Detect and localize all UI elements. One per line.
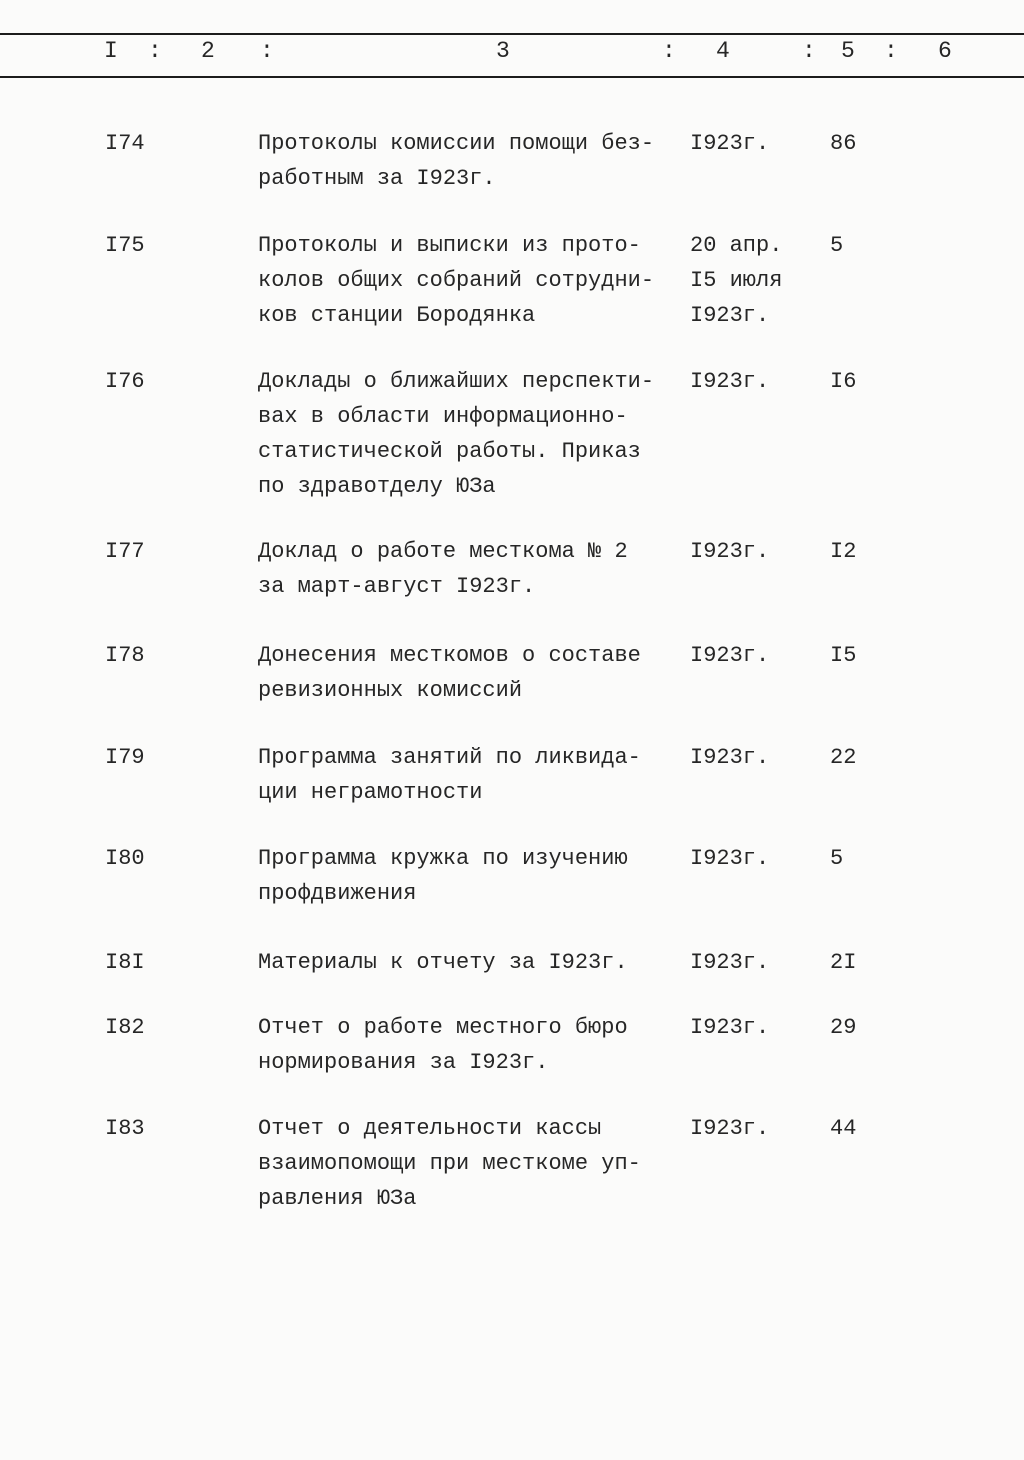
column-separator: :: [148, 38, 162, 64]
title-line: ревизионных комиссий: [258, 678, 523, 703]
date-line: I923г.: [690, 369, 770, 394]
column-separator: :: [662, 38, 676, 64]
item-title: [258, 1111, 688, 1216]
title-line: работным за I923г.: [258, 166, 496, 191]
item-date: [690, 1010, 769, 1045]
header-top-rule: [0, 33, 1024, 35]
title-line: Отчет о работе местного бюро: [258, 1015, 628, 1040]
item-title: [258, 945, 688, 980]
item-title: [258, 638, 688, 708]
column-separator: :: [260, 38, 274, 64]
title-line: профдвижения: [258, 881, 417, 906]
item-date: [690, 945, 769, 980]
item-pages: I6: [830, 369, 857, 394]
item-pages: 29: [830, 1015, 857, 1040]
item-pages: 5: [830, 233, 844, 258]
item-date: [690, 1111, 769, 1146]
item-pages: 22: [830, 745, 857, 770]
column-header-4: 4: [716, 38, 730, 64]
date-line: I923г.: [690, 131, 770, 156]
title-line: Программа кружка по изучению: [258, 846, 628, 871]
column-header-2: 2: [201, 38, 215, 64]
date-line: I923г.: [690, 1015, 770, 1040]
item-date: [690, 534, 769, 569]
item-number: I78: [105, 643, 145, 668]
title-line: взаимопомощи при месткоме уп-: [258, 1151, 641, 1176]
date-line: I923г.: [690, 846, 770, 871]
item-date: [690, 364, 769, 399]
date-line: I5 июля: [690, 268, 783, 293]
item-pages: I2: [830, 539, 857, 564]
title-line: Протоколы комиссии помощи без-: [258, 131, 655, 156]
title-line: Доклад о работе месткома № 2: [258, 539, 628, 564]
title-line: Доклады о ближайших перспекти-: [258, 369, 655, 394]
item-number: I80: [105, 846, 145, 871]
item-pages: 5: [830, 846, 844, 871]
item-number: I82: [105, 1015, 145, 1040]
item-title: [258, 228, 688, 333]
title-line: ции неграмотности: [258, 780, 483, 805]
column-header-1: I: [104, 38, 118, 64]
column-separator: :: [802, 38, 816, 64]
item-number: I75: [105, 233, 145, 258]
item-date: [690, 228, 782, 333]
item-title: [258, 534, 688, 604]
date-line: I923г.: [690, 539, 770, 564]
date-line: I923г.: [690, 1116, 770, 1141]
item-date: [690, 740, 769, 775]
item-pages: 2I: [830, 950, 857, 975]
date-line: I923г.: [690, 950, 770, 975]
date-line: I923г.: [690, 303, 770, 328]
title-line: Донесения месткомов о составе: [258, 643, 641, 668]
item-date: [690, 126, 769, 161]
item-date: [690, 841, 769, 876]
title-line: нормирования за I923г.: [258, 1050, 549, 1075]
header-bottom-rule: [0, 76, 1024, 78]
title-line: статистической работы. Приказ: [258, 439, 641, 464]
date-line: I923г.: [690, 745, 770, 770]
title-line: вах в области информационно-: [258, 404, 628, 429]
title-line: Протоколы и выписки из прото-: [258, 233, 641, 258]
item-pages: I5: [830, 643, 857, 668]
item-title: [258, 740, 688, 810]
item-pages: 86: [830, 131, 857, 156]
title-line: за март-август I923г.: [258, 574, 536, 599]
title-line: ков станции Бородянка: [258, 303, 536, 328]
item-title: [258, 841, 688, 911]
title-line: колов общих собраний сотрудни-: [258, 268, 655, 293]
item-number: I79: [105, 745, 145, 770]
title-line: Материалы к отчету за I923г.: [258, 950, 628, 975]
date-line: 20 апр.: [690, 233, 783, 258]
item-date: [690, 638, 769, 673]
column-separator: :: [884, 38, 898, 64]
item-number: I76: [105, 369, 145, 394]
title-line: Программа занятий по ликвида-: [258, 745, 641, 770]
column-header-6: 6: [938, 38, 952, 64]
item-pages: 44: [830, 1116, 857, 1141]
item-title: [258, 1010, 688, 1080]
item-number: I77: [105, 539, 145, 564]
date-line: I923г.: [690, 643, 770, 668]
item-number: I83: [105, 1116, 145, 1141]
item-number: I74: [105, 131, 145, 156]
title-line: по здравотделу ЮЗа: [258, 474, 496, 499]
item-title: [258, 126, 688, 196]
item-number: I8I: [105, 950, 145, 975]
column-header-3: 3: [496, 38, 510, 64]
title-line: равления ЮЗа: [258, 1186, 417, 1211]
column-header-5: 5: [841, 38, 855, 64]
title-line: Отчет о деятельности кассы: [258, 1116, 602, 1141]
item-title: [258, 364, 688, 504]
